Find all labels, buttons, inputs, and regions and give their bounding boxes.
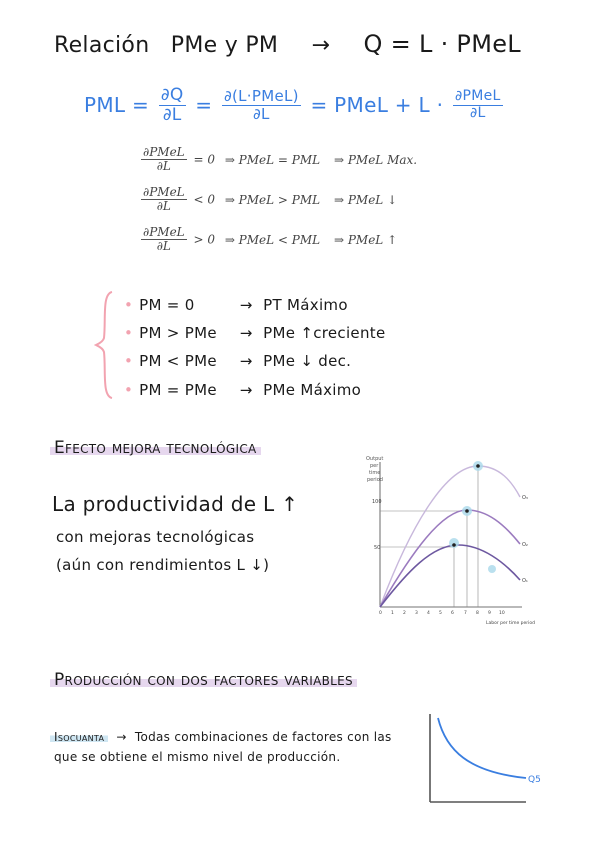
curve-o2 <box>380 510 520 607</box>
annotation-dot <box>488 565 496 573</box>
chart-ylabel-line: period <box>367 477 383 483</box>
summary-item-3: • PM < PMe → PMe ↓ dec. <box>124 352 352 370</box>
summary-item-2: • PM > PMe → PMe ↑creciente <box>124 324 386 342</box>
x-tick-label: 8 <box>476 611 479 616</box>
production-chart <box>352 452 548 630</box>
relation-title: Relación <box>54 33 150 58</box>
relation-arrow: → <box>311 33 331 58</box>
curve-label: O₃ <box>522 495 528 501</box>
x-tick-label: 6 <box>451 611 454 616</box>
max-point <box>476 464 480 468</box>
section-heading-two-factors: Producción con dos factores variables <box>50 670 357 690</box>
tech-line-2: con mejoras tecnológicas <box>56 528 255 546</box>
max-point <box>452 543 456 547</box>
x-tick-label: 9 <box>488 611 491 616</box>
max-point <box>465 509 469 513</box>
summary-item-1: • PM = 0 → PT Máximo <box>124 296 348 314</box>
x-tick-label: 10 <box>499 611 505 616</box>
isoquant-curve-label: Q5 <box>528 775 541 785</box>
y-tick-label: 50 <box>374 545 381 551</box>
chart-xlabel: Labor per time period <box>486 621 535 626</box>
isoquant-definition <box>50 730 392 744</box>
x-tick-label: 4 <box>427 611 430 616</box>
isoquant-chart <box>422 710 552 810</box>
pink-brace-icon <box>94 290 116 400</box>
tech-line-3: (aún con rendimientos L ↓) <box>56 556 270 574</box>
isoquant-line-2: que se obtiene el mismo nivel de producción. <box>54 750 341 764</box>
derivative-fraction-1: $\frac{\partial Q}{\partial L}$ <box>160 85 184 125</box>
x-tick-label: 1 <box>391 611 394 616</box>
section-heading-tech: Efecto mejora tecnológica <box>50 438 261 458</box>
tech-line-1: La productividad de L ↑ <box>52 492 299 516</box>
curve-o1 <box>380 545 520 607</box>
derivative-eq2: = PMeL + L · <box>310 93 444 118</box>
derivative-fraction-2: $\frac{\text{∂(L·PMeL)}}{\partial L}$ <box>223 87 299 123</box>
derivative-lhs: PML = <box>84 93 150 118</box>
x-tick-label: 0 <box>379 611 382 616</box>
relation-title-rest: PMe y PM <box>170 33 279 58</box>
x-tick-labels <box>379 610 505 616</box>
curve-label: O₁ <box>522 578 528 584</box>
x-tick-label: 5 <box>439 611 442 616</box>
relation-formula: Q = L · PMeL <box>363 30 521 58</box>
x-tick-label: 2 <box>403 611 406 616</box>
derivative-eq1: = <box>195 93 213 118</box>
isoquant-label: Isocuanta <box>50 730 108 744</box>
summary-item-4: • PM = PMe → PMe Máximo <box>124 381 362 399</box>
chart-ylabel-line: time <box>369 470 381 476</box>
condition-row-1: $\frac{\text{∂PMeL}}{\partial L}$ = 0 ⇒ PMeL = PML ⇒ PMeL Max. <box>143 145 418 174</box>
y-tick-label: 100 <box>372 499 382 505</box>
condition-row-2: $\frac{\text{∂PMeL}}{\partial L}$ < 0 ⇒ PMeL > PML ⇒ PMeL ↓ <box>143 185 398 214</box>
relation-header <box>54 30 521 58</box>
chart-ylabel <box>366 456 383 483</box>
condition-row-3: $\frac{\text{∂PMeL}}{\partial L}$ > 0 ⇒ PMeL < PML ⇒ PMeL ↑ <box>143 225 398 254</box>
derivative-formula <box>84 86 506 124</box>
chart-ylabel-line: per <box>370 463 379 469</box>
isoquant-line-1: Todas combinaciones de factores con las <box>134 730 392 744</box>
x-tick-label: 7 <box>464 611 467 616</box>
curve-label: O₂ <box>522 542 528 548</box>
x-tick-label: 3 <box>415 611 418 616</box>
derivative-fraction-3: $\frac{\text{∂PMeL}}{\partial L}$ <box>454 88 501 121</box>
isoquant-curve <box>438 718 526 778</box>
isoquant-arrow: → <box>116 730 127 744</box>
curve-o3 <box>380 466 520 607</box>
chart-ylabel-line: Output <box>366 456 384 462</box>
